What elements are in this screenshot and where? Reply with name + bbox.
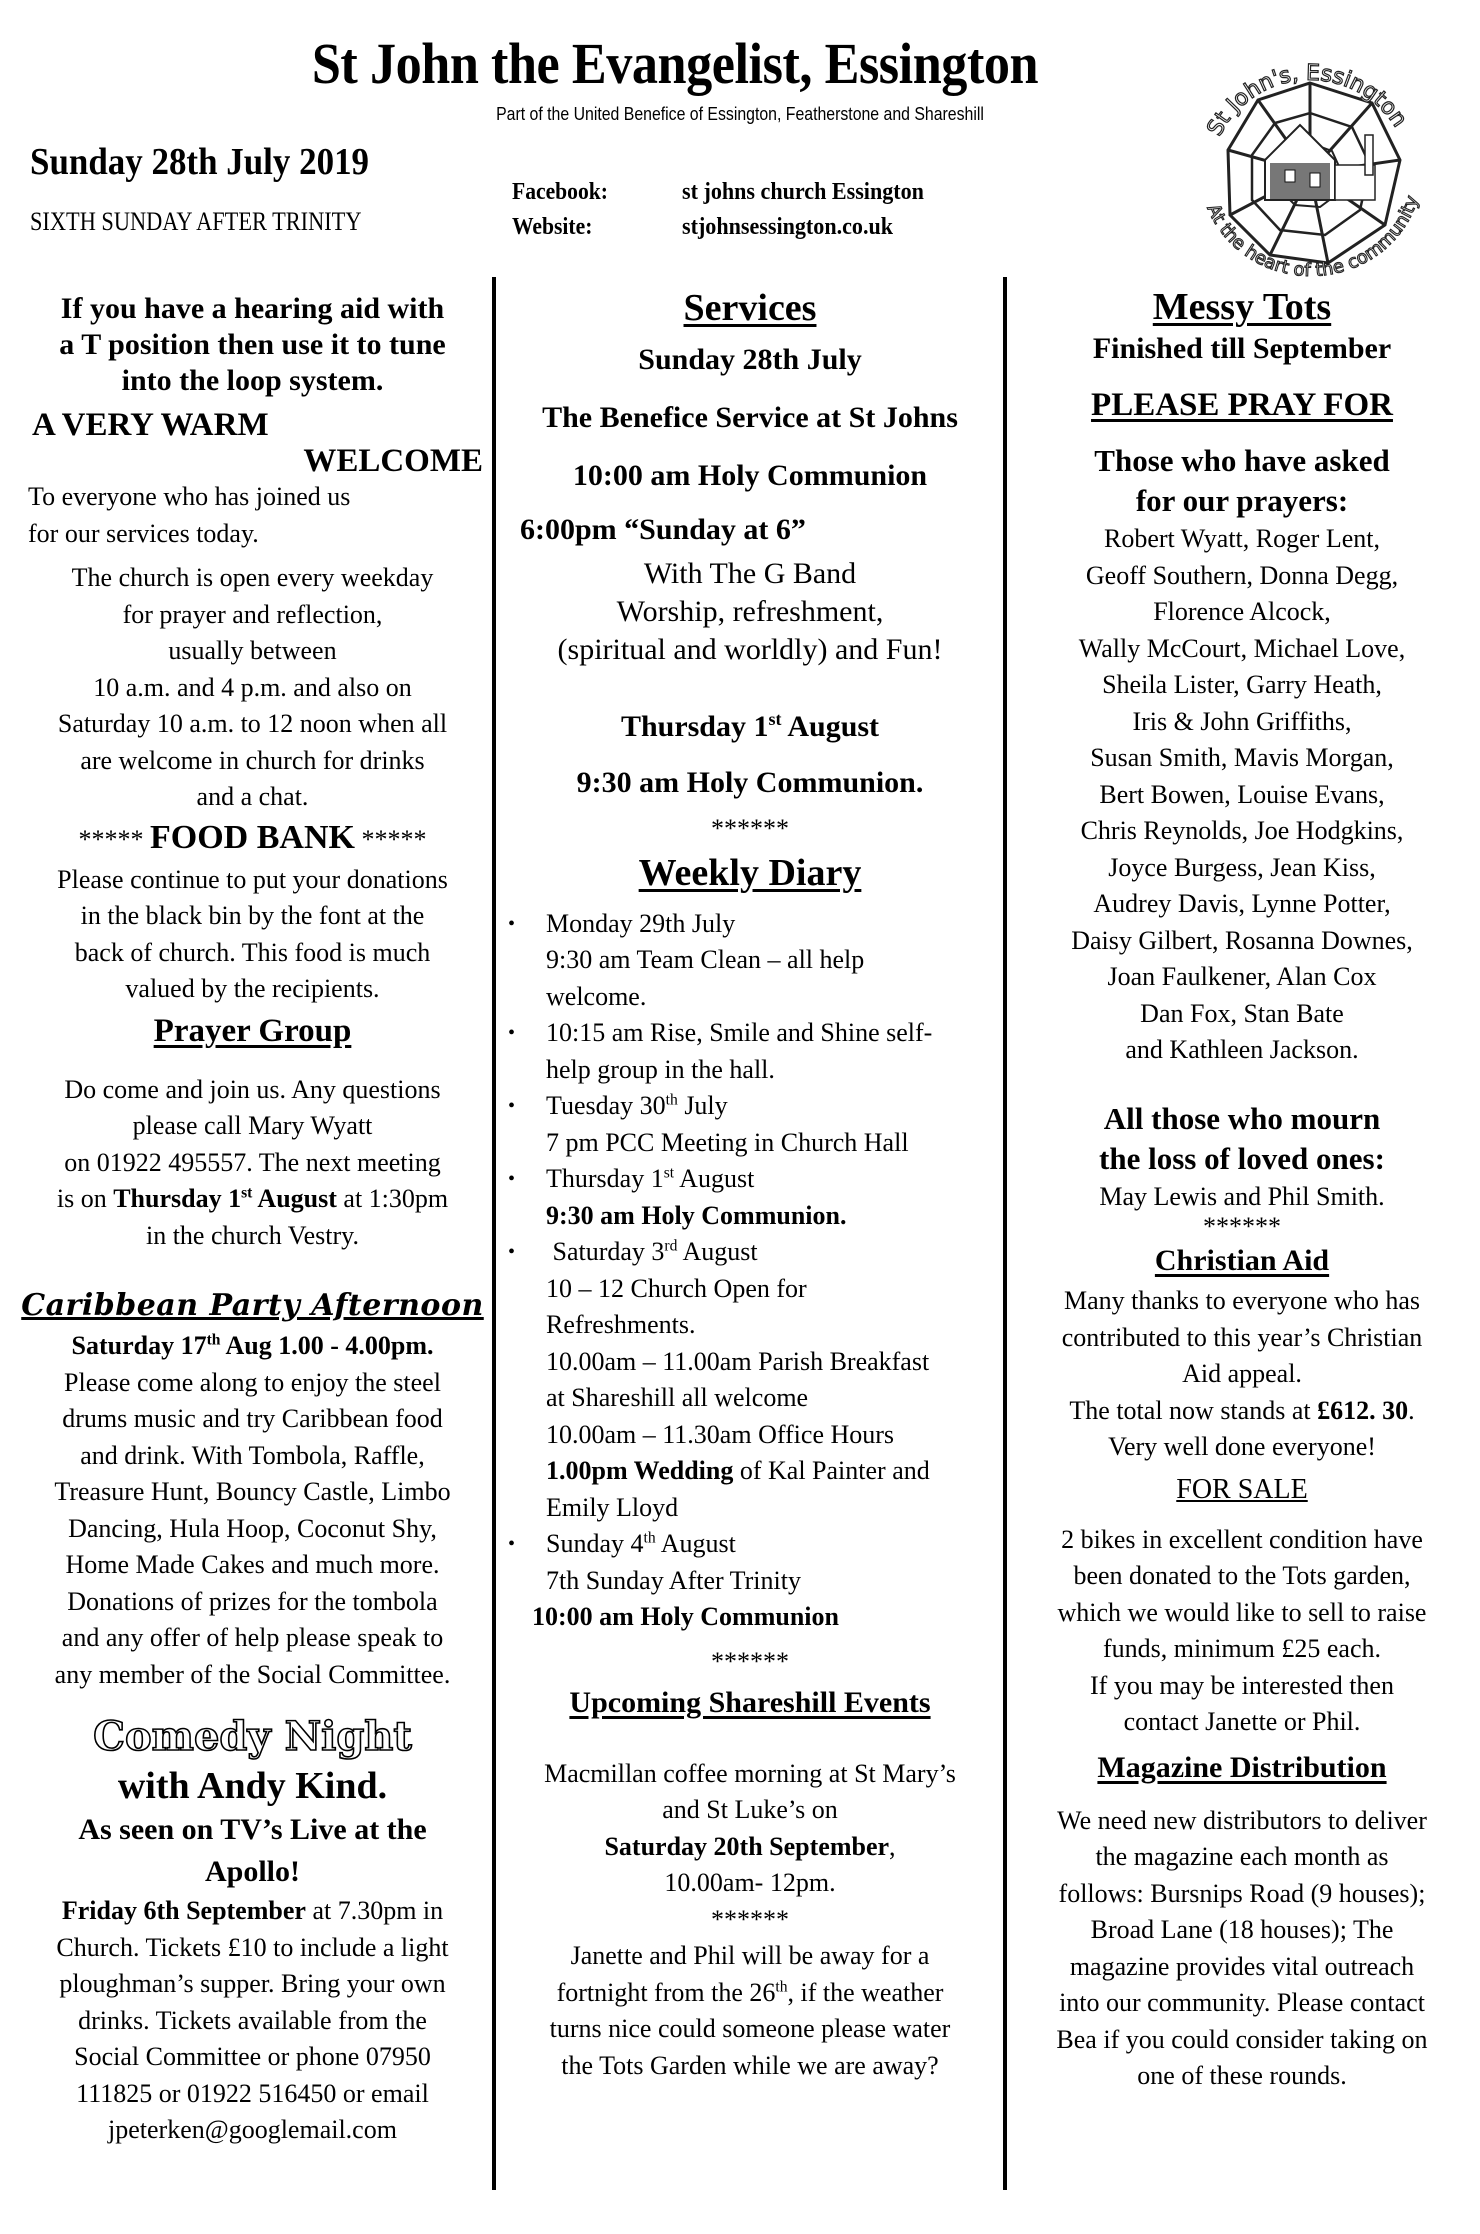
column-divider-right [1003, 277, 1007, 2190]
macmillan-event: Macmillan coffee morning at St Mary’s and St Luke’s on Saturday 20th September, 10.00am- 12pm. ****** [500, 1756, 1000, 1939]
for-sale-text: 2 bikes in excellent condition have been donated to the Tots garden, which we would like to sell to raise funds, minimum £25 each. If you may be interested then contact Janette or Phil. [1057, 1524, 1427, 1736]
middle-column [500, 285, 1000, 2084]
welcome-heading-line2: WELCOME [303, 443, 483, 479]
caribbean-party-date: Saturday 17th Aug 1.00 - 4.00pm. [71, 1331, 434, 1360]
contact-facebook [512, 175, 945, 210]
welcome-text: To everyone who has joined us for our services today. [28, 482, 351, 548]
sunday-at-6-text: With The G Band Worship, refreshment, (spiritual and worldly) and Fun! [557, 557, 943, 666]
bullet-icon: • [508, 912, 516, 935]
magazine-distribution-text: We need new distributors to deliver the magazine each month as follows: Bursnips Road (9 houses); Broad Lane (18 houses); The magazine provides vital outreach into our community. Please contact Bea if you could consider taking on one of these rounds. [1056, 1805, 1428, 2090]
website-label: Website: [512, 214, 593, 240]
contact-info [512, 175, 945, 245]
bullet-icon: • [508, 1095, 516, 1117]
prayer-names-line: Robert Wyatt, Roger Lent, [1104, 524, 1380, 553]
separator-stars: ****** [711, 1646, 789, 1676]
facebook-label: Facebook: [512, 179, 608, 205]
thursday-service-date: Thursday 1st August [620, 709, 880, 743]
food-bank-text: Please continue to put your donations in the black bin by the font at the back of church. This food is much valued by the recipients. [57, 864, 448, 1003]
diary-item: • 10:15 am Rise, Smile and Shine self- help group in the hall. [500, 1015, 1000, 1088]
weekly-diary-list [500, 906, 1000, 1636]
logo-bottom-text: At the heart of the community [1202, 192, 1423, 282]
diary-item: • Thursday 1st August 9:30 am Holy Communion. [500, 1161, 1000, 1234]
messy-tots-heading: Messy Tots [1152, 286, 1332, 328]
church-spiderweb-logo-icon [1160, 55, 1460, 295]
diary-item: • Sunday 4th August 7th Sunday After Trinity 10:00 am Holy Communion [500, 1526, 1000, 1636]
bullet-icon: • [508, 1022, 516, 1044]
welcome-heading-line1: A VERY WARM [32, 407, 269, 443]
column-divider-left [492, 277, 496, 2190]
svg-text:St John's, Essington [1203, 61, 1412, 140]
hearing-aid-notice: If you have a hearing aid with a T position then use it to tune into the loop system. [59, 292, 446, 397]
prayer-names-line: Bert Bowen, Louise Evans, [1099, 779, 1385, 809]
separator-stars: ****** [711, 814, 789, 843]
separator-stars: ****** [1203, 1212, 1281, 1241]
mourn-names: May Lewis and Phil Smith. [1099, 1181, 1385, 1211]
caribbean-party-text: Please come along to enjoy the steel drums music and try Caribbean food and drink. With Tombola, Raffle, Treasure Hunt, Bouncy Castle, Limbo Dancing, Hula Hoop, Coconut Shy, Home Made Cakes and much more. Donations of prizes for the tombola and any offer of help please speak to any member of the Social Committee. [54, 1367, 451, 1689]
prayer-names-list [1012, 521, 1472, 1069]
right-column [1012, 285, 1472, 2095]
prayer-names-line: Iris & John Griffiths, [1132, 706, 1352, 736]
comedy-tagline: As seen on TV’s Live at the Apollo! [78, 1813, 427, 1888]
christian-aid-text: Many thanks to everyone who has contributed to this year’s Christian Aid appeal. The total now stands at £612. 30. Very well done everyone! [1061, 1286, 1423, 1461]
facebook-link[interactable]: st johns church Essington [682, 179, 924, 205]
prayer-names-line: Sheila Lister, Garry Heath, [1102, 670, 1382, 699]
prayer-names-line: Joyce Burgess, Jean Kiss, [1108, 852, 1376, 882]
prayer-names-line: and Kathleen Jackson. [1125, 1035, 1359, 1064]
liturgical-day: SIXTH SUNDAY AFTER TRINITY [30, 207, 362, 236]
sunday-at-6-heading: 6:00pm “Sunday at 6” [520, 513, 806, 546]
prayer-group-heading: Prayer Group [153, 1012, 352, 1049]
prayer-names-line: Audrey Davis, Lynne Potter, [1093, 889, 1391, 918]
magazine-distribution-heading: Magazine Distribution [1097, 1750, 1387, 1784]
prayer-names-line: Susan Smith, Mavis Morgan, [1090, 743, 1394, 772]
prayer-names-line: Geoff Southern, Donna Degg, [1085, 560, 1399, 590]
church-open-text: The church is open every weekday for prayer and reflection, usually between 10 a.m. and 4 p.m. and also on Saturday 10 a.m. to 12 noon when all are welcome in church for drinks and a chat. [57, 563, 448, 811]
prayer-names-line: Daisy Gilbert, Rosanna Downes, [1071, 925, 1413, 955]
bullet-icon: • [508, 1241, 516, 1263]
please-pray-heading: PLEASE PRAY FOR [1091, 387, 1393, 423]
website-link[interactable]: stjohnsessington.co.uk [682, 214, 894, 240]
caribbean-party-heading: Caribbean Party Afternoon [21, 1288, 484, 1323]
diary-item: • Monday 29th July 9:30 am Team Clean – all help welcome. [500, 906, 1000, 1016]
prayer-names-line: Dan Fox, Stan Bate [1140, 998, 1344, 1028]
logo-top-text: St John's, Essington [1202, 60, 1412, 141]
weekly-diary-heading: Weekly Diary [638, 851, 862, 894]
bullet-icon: • [508, 1533, 516, 1555]
service-date: Sunday 28th July 2019 [30, 141, 370, 183]
comedy-details: Friday 6th September at 7.30pm in Church. Tickets £10 to include a light ploughman’s supper. Bring your own drinks. Tickets available from the Social Committee or phone 07950 111825 or 01922 516450 or email jpeterken@googlemail.com [20, 1893, 485, 2149]
prayer-names-line: Chris Reynolds, Joe Hodgkins, [1080, 816, 1404, 845]
comedy-performer: with Andy Kind. [117, 1765, 388, 1807]
diary-item: • Tuesday 30th July 7 pm PCC Meeting in Church Hall [500, 1088, 1000, 1161]
prayer-group-text: Do come and join us. Any questions please call Mary Wyatt on 01922 495557. The next meeting is on Thursday 1st August at 1:30pm in the church Vestry. [56, 1074, 449, 1250]
separator-stars: ****** [711, 1904, 789, 1934]
away-notice: Janette and Phil will be away for a fortnight from the 26th, if the weather turns nice could someone please water the Tots Garden while we are away? [549, 1941, 951, 2080]
services-heading: Services [683, 287, 817, 329]
for-sale-heading: FOR SALE [1176, 1473, 1308, 1505]
food-bank-heading: ***** FOOD BANK ***** [78, 818, 427, 856]
christian-aid-total: £612. 30 [1317, 1395, 1409, 1425]
prayer-request-heading: Those who have asked for our prayers: [1094, 443, 1390, 518]
comedy-night-heading: Comedy Night [93, 1713, 412, 1760]
left-column [20, 285, 485, 2149]
shareshill-events-heading: Upcoming Shareshill Events [569, 1685, 931, 1719]
thursday-service-time: 9:30 am Holy Communion. [576, 766, 924, 799]
benefice-subtitle: Part of the United Benefice of Essington, Featherstone and Shareshill [496, 104, 984, 124]
prayer-names-line: Joan Faulkener, Alan Cox [1107, 962, 1377, 991]
prayer-names-line: Wally McCourt, Michael Love, [1078, 633, 1406, 663]
contact-website [512, 210, 945, 245]
mourn-heading: All those who mourn the loss of loved ones: [1099, 1100, 1385, 1176]
prayer-names-line: Florence Alcock, [1153, 597, 1331, 626]
messy-tots-status: Finished till September [1092, 332, 1392, 365]
bullet-icon: • [508, 1168, 516, 1190]
christian-aid-heading: Christian Aid [1154, 1244, 1330, 1277]
diary-item: • Saturday 3rd August 10 – 12 Church Open for Refreshments. 10.00am – 11.00am Parish Breakfast at Shareshill all welcome 10.00am – 11.30am Office Hours 1.00pm Wedding of Kal Painter and Emily Lloyd [500, 1234, 1000, 1526]
comedy-email-link[interactable]: jpeterken@googlemail.com [108, 2115, 397, 2144]
page-title: St John the Evangelist, Essington [311, 31, 1039, 96]
services-list: Sunday 28th July The Benefice Service at St Johns 10:00 am Holy Communion [542, 343, 958, 492]
